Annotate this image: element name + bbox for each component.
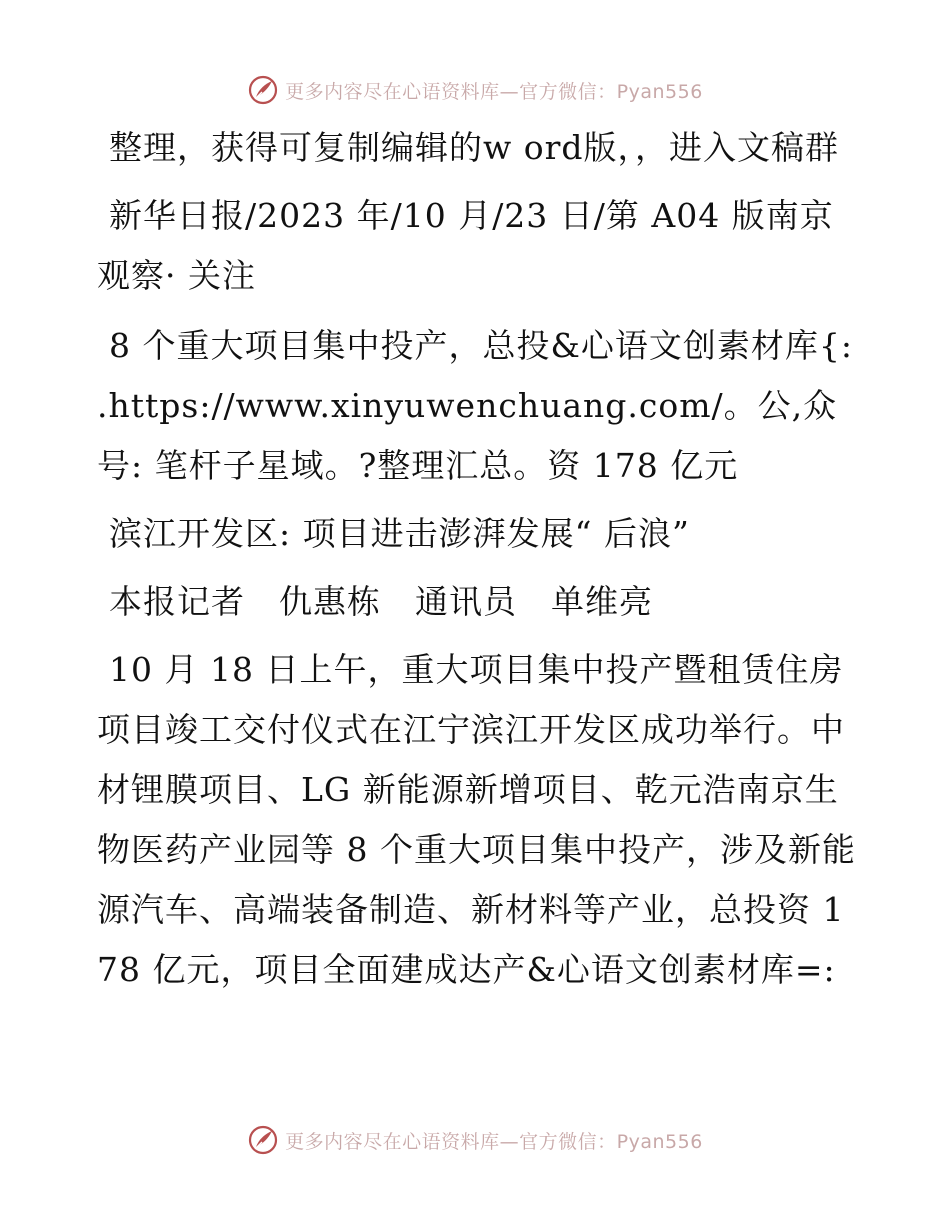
source-line: 新华日报/2023 年/10 月/23 日/第 A04 版南京观察· 关注 <box>97 196 834 295</box>
watermark-text: 更多内容尽在心语资料库—官方微信：Pyan556 <box>285 80 703 103</box>
subheadline: 滨江开发区: 项目进击澎湃发展“ 后浪” <box>109 514 690 553</box>
document-body <box>97 118 857 1000</box>
header-watermark <box>0 70 950 110</box>
feather-pen-icon <box>247 74 279 106</box>
headline: 8 个重大项目集中投产，总投&心语文创素材库{: .https://www.xinyuwenchuang.com/。公,众号: 笔杆子星域。?整理汇总。资 178 亿元 <box>97 326 853 485</box>
feather-pen-icon <box>247 1124 279 1156</box>
watermark-text: 更多内容尽在心语资料库—官方微信：Pyan556 <box>285 1130 703 1153</box>
footer-watermark <box>0 1120 950 1160</box>
byline: 本报记者 仇惠栋 通讯员 单维亮 <box>109 582 653 621</box>
body-paragraph: 10 月 18 日上午，重大项目集中投产暨租赁住房项目竣工交付仪式在江宁滨江开发区成功举行。中材锂膜项目、LG 新能源新增项目、乾元浩南京生物医药产业园等 8 个重大项目集中投产，涉及新能源汽车、高端装备制造、新材料等产业，总投资 178 亿元，项目全面建成达产&心语文创素材库=: <box>97 650 856 989</box>
intro-paragraph: 整理，获得可复制编辑的w ord版，，进入文稿群 <box>109 128 840 167</box>
